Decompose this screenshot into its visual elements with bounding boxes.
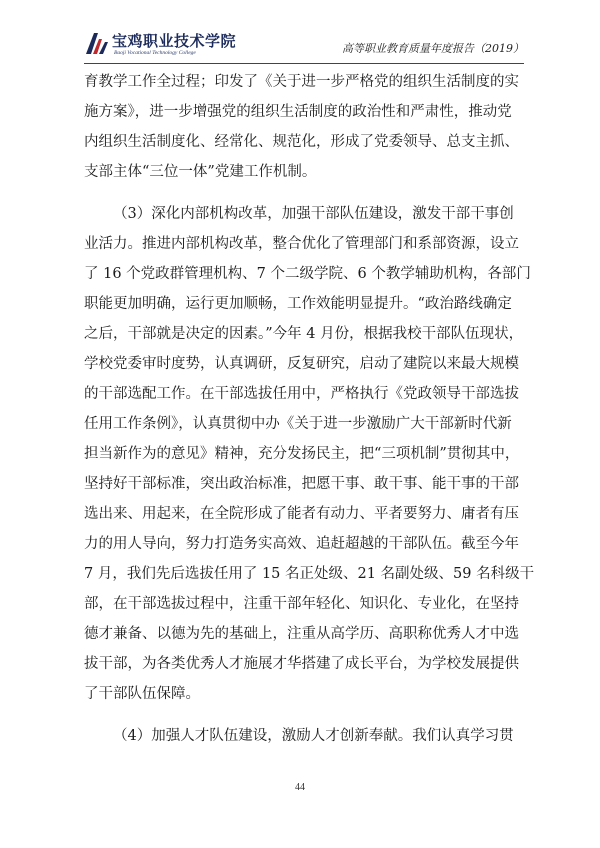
text-line: 施方案》，进一步增强党的组织生活制度的政治性和严肃性，推动党 — [84, 104, 512, 120]
text-line: （4）加强人才队伍建设，激励人才创新奉献。我们认真学习贯 — [113, 728, 514, 744]
text-line: 力的用人导向，努力打造务实高效、追赶超越的干部队伍。截至今年 — [84, 536, 519, 552]
text-line: （3）深化内部机构改革，加强干部队伍建设，激发干部干事创 — [113, 206, 514, 222]
text-line: 部，在干部选拔过程中，注重干部年轻化、知识化、专业化，在坚持 — [84, 596, 519, 612]
text-line: 职能更加明确，运行更加顺畅，工作效能明显提升。“政治路线确定 — [84, 296, 512, 312]
text-line: 坚持好干部标准，突出政治标准，把愿干事、敢干事、能干事的干部 — [84, 476, 519, 492]
text-line: 支部主体“三位一体”党建工作机制。 — [84, 164, 317, 180]
header-divider — [84, 63, 524, 64]
report-title: 高等职业教育质量年度报告（2019） — [342, 42, 524, 55]
text-line: 育教学工作全过程；印发了《关于进一步严格党的组织生活制度的实 — [84, 74, 519, 90]
text-line: 7 月，我们先后选拔任用了 15 名正处级、21 名副处级、59 名科级干 — [84, 566, 535, 582]
text-line: 拔干部，为各类优秀人才施展才华搭建了成长平台，为学校发展提供 — [84, 656, 519, 672]
text-line: 德才兼备、以德为先的基础上，注重从高学历、高职称优秀人才中选 — [84, 626, 519, 642]
text-line: 之后，干部就是决定的因素。”今年 4 月份，根据我校干部队伍现状， — [84, 326, 524, 342]
text-line: 业活力。推进内部机构改革，整合优化了管理部门和系部资源，设立 — [84, 236, 519, 252]
text-line: 了 16 个党政群管理机构、7 个二级学院、6 个教学辅助机构，各部门 — [84, 266, 531, 282]
college-name-en: Baoji Vocational Technology College — [114, 50, 196, 56]
text-line: 学校党委审时度势，认真调研，反复研究，启动了建院以来最大规模 — [84, 356, 519, 372]
text-line: 了干部队伍保障。 — [84, 686, 200, 702]
college-name-cn: 宝鸡职业技术学院 — [112, 32, 237, 50]
text-line: 任用工作条例》，认真贯彻中办《关于进一步激励广大干部新时代新 — [84, 416, 512, 432]
text-line: 选出来、用起来，在全院形成了能者有动力、平者要努力、庸者有压 — [84, 506, 519, 522]
text-line: 内组织生活制度化、经常化、规范化，形成了党委领导、总支主抓、 — [84, 134, 519, 150]
college-emblem-icon — [84, 30, 110, 56]
text-line: 担当新作为的意见》精神，充分发扬民主，把“三项机制”贯彻其中， — [84, 446, 520, 462]
page-number: 44 — [295, 782, 305, 793]
college-logo — [84, 28, 244, 62]
text-line: 的干部选配工作。在干部选拔任用中，严格执行《党政领导干部选拔 — [84, 386, 519, 402]
page-header — [84, 28, 524, 64]
